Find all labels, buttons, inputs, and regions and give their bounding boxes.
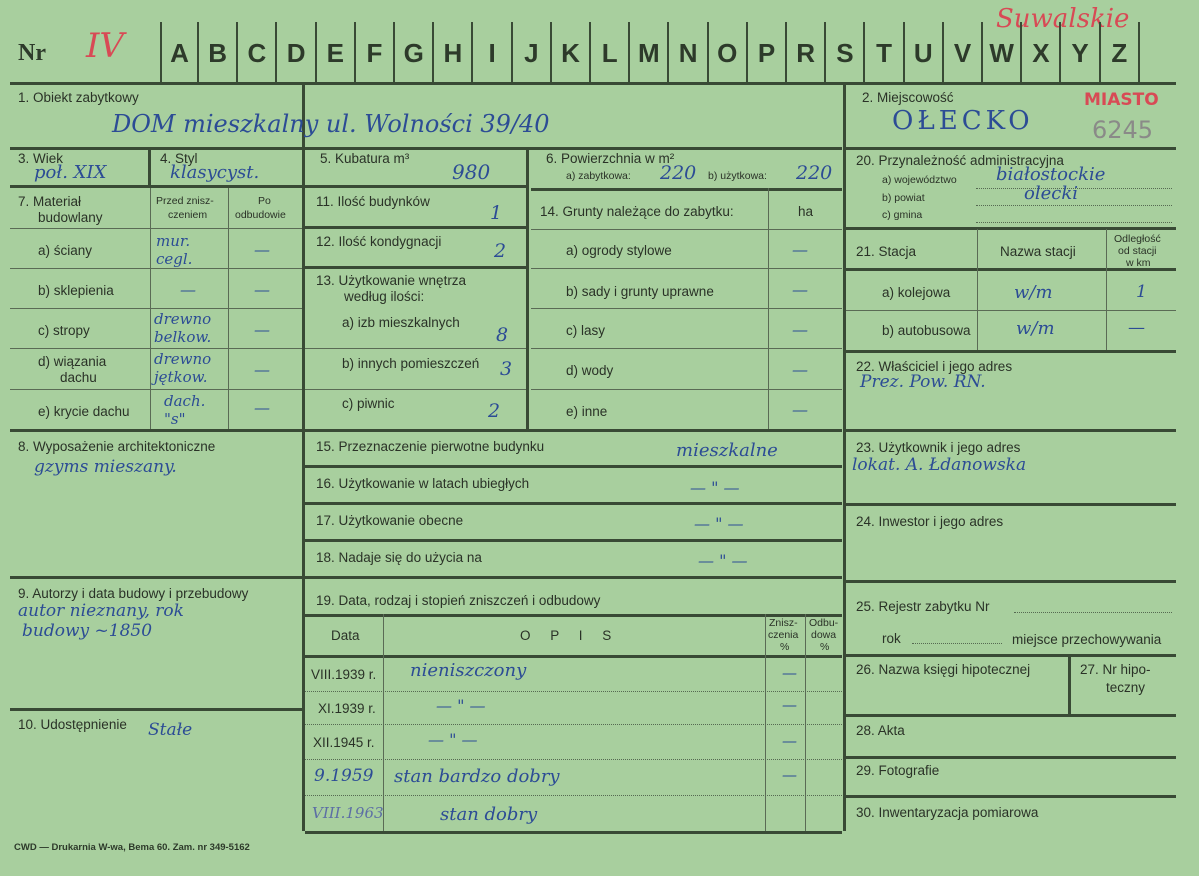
register-place-label: miejsce przechowywania [1012,632,1162,647]
current-use-value: — " — [694,514,744,533]
architecture-label: 8. Wyposażenie architektoniczne [18,439,216,454]
station-rail-label: a) kolejowa [882,285,951,300]
material-row-vaults: b) sklepienia [38,283,114,298]
interior-rooms-value: 8 [496,324,509,346]
letter-index-k: K [552,22,591,82]
damage-col-dmg-1: Znisz- [769,617,798,629]
land-gardens-label: a) ogrody stylowe [566,243,672,258]
object-value: DOM mieszkalny ul. Wolności 39/40 [112,110,550,138]
volume-value: 980 [452,160,491,184]
age-label: 3. Wiek [18,151,64,166]
damage-row-desc: stan dobry [440,804,538,825]
mortgage-nr-label-2: teczny [1106,680,1146,695]
interior-cellars-value: 2 [488,400,501,422]
locality-stamp: MIASTO [1084,90,1159,110]
material-ceilings-after: — [254,320,270,339]
station-bus-name: w/m [1016,318,1055,339]
storeys-label: 12. Ilość kondygnacji [316,234,442,249]
letter-index-a: A [160,22,199,82]
damage-row-date: VIII.1939 r. [311,667,377,682]
land-other-value: — [792,400,808,419]
interior-cellars-label: c) piwnic [342,396,395,411]
files-label: 28. Akta [856,723,905,738]
object-label: 1. Obiekt zabytkowy [18,90,139,105]
letter-index-z: Z [1101,22,1140,82]
letter-index-e: E [317,22,356,82]
damage-row-desc: stan bardzo dobry [394,766,560,787]
admin-commune-label: c) gmina [882,209,923,221]
damage-col-dmg-3: % [780,641,790,653]
letter-index-f: F [356,22,395,82]
letter-index-g: G [395,22,434,82]
land-forests-label: c) lasy [566,323,606,338]
letter-index-b: B [199,22,238,82]
interior-other-value: 3 [500,358,513,380]
style-label: 4. Styl [160,151,198,166]
damage-col-reb-2: dowa [811,629,837,641]
investor-label: 24. Inwestor i jego adres [856,514,1004,529]
interior-label-1: 13. Użytkowanie wnętrza [316,273,467,288]
material-col-before-2: czeniem [168,209,208,221]
damage-col-reb-3: % [820,641,830,653]
station-col-name: Nazwa stacji [1000,244,1076,259]
damage-col-reb-1: Odbu- [809,617,839,629]
printer-note: CWD — Drukarnia W-wa, Bema 60. Zam. nr 349-5162 [14,842,250,853]
interior-label-2: według ilości: [344,289,425,304]
user-value: lokat. A. Łdanowska [852,455,1027,475]
material-row-roofing: e) krycie dachu [38,404,130,419]
suitable-for-value: — " — [698,551,748,570]
storeys-value: 2 [494,240,507,262]
letter-index-y: Y [1062,22,1101,82]
owner-label: 22. Właściciel i jego adres [856,359,1013,374]
nr-value: IV [86,26,124,66]
interior-rooms-label: a) izb mieszkalnych [342,315,460,330]
volume-label: 5. Kubatura m³ [320,151,410,166]
material-roofing-before: dach. "s" [164,392,206,428]
material-truss-after: — [254,360,270,379]
damage-label: 19. Data, rodzaj i stopień zniszczeń i odbudowy [316,593,601,608]
station-bus-label: b) autobusowa [882,323,971,338]
past-use-value: — " — [690,478,740,497]
area-historic-value: 220 [660,162,697,184]
letter-index-u: U [905,22,944,82]
locality-value: OŁECKO [892,106,1034,136]
station-rail-name: w/m [1014,282,1053,303]
land-waters-label: d) wody [566,363,614,378]
register-label: 25. Rejestr zabytku Nr [856,599,990,614]
admin-label: 20. Przynależność administracyjna [856,153,1064,168]
access-value: Stałe [148,720,193,740]
station-col-dist-2: od stacji [1118,245,1157,257]
original-purpose-value: mieszkalne [676,440,778,461]
damage-row-date: XII.1945 r. [313,735,375,750]
damage-row-desc: — " — [436,696,486,715]
damage-row-desc: — " — [428,730,478,749]
letter-index-r: R [787,22,826,82]
letter-index-i: I [474,22,513,82]
letter-index-n: N [670,22,709,82]
material-row-ceilings: c) stropy [38,323,90,338]
material-row-truss-2: dachu [60,370,97,385]
land-other-label: e) inne [566,404,608,419]
damage-col-desc: O P I S [520,628,620,643]
material-row-walls: a) ściany [38,243,93,258]
letter-index-o: O [709,22,748,82]
material-row-truss-1: d) wiązania [38,354,107,369]
material-ceilings-before: drewno belkow. [154,310,212,346]
authors-value-1: autor nieznany, rok [18,601,184,621]
material-col-after-1: Po [258,195,271,207]
buildings-value: 1 [490,202,503,224]
user-label: 23. Użytkownik i jego adres [856,440,1021,455]
buildings-label: 11. Ilość budynków [316,194,430,209]
interior-other-label: b) innych pomieszczeń [342,356,480,371]
admin-voivodeship-value: białostockie [996,164,1106,185]
letter-index-d: D [278,22,317,82]
material-roofing-after: — [254,398,270,417]
nr-label: Nr [18,40,46,66]
letter-index-m: M [630,22,669,82]
station-col-dist-1: Odległość [1114,233,1161,245]
letter-index-c: C [238,22,277,82]
authors-value-2: budowy ~1850 [22,621,153,641]
area-historic-label: a) zabytkowa: [566,170,631,182]
material-vaults-after: — [254,280,270,299]
admin-county-label: b) powiat [882,192,925,204]
past-use-label: 16. Użytkowanie w latach ubiegłych [316,476,530,491]
letter-index-t: T [866,22,905,82]
authors-label: 9. Autorzy i data budowy i przebudowy [18,586,249,601]
station-col-dist-3: w km [1126,257,1151,269]
land-gardens-value: — [792,240,808,259]
letter-index-s: S [826,22,865,82]
suitable-for-label: 18. Nadaje się do użycia na [316,550,482,565]
material-col-after-2: odbudowie [235,209,286,221]
mortgage-book-label: 26. Nazwa księgi hipotecznej [856,662,1031,677]
area-usable-value: 220 [796,162,833,184]
damage-col-dmg-2: czenia [768,629,799,641]
letter-index-x: X [1022,22,1061,82]
admin-voivodeship-label: a) województwo [882,174,957,186]
locality-label: 2. Miejscowość [862,90,954,105]
register-year-label: rok [882,631,901,646]
damage-row-dmg: — [782,732,797,750]
material-col-before-1: Przed znisz- [156,195,214,207]
stamp-voivodeship: Suwalskie [996,4,1130,34]
original-purpose-label: 15. Przeznaczenie pierwotne budynku [316,439,545,454]
damage-row-desc: nieniszczony [410,660,527,681]
damage-row-dmg: — [782,664,797,682]
damage-row-dmg: — [782,766,797,784]
locality-number: 6245 [1092,116,1154,144]
measurement-label: 30. Inwentaryzacja pomiarowa [856,805,1039,820]
damage-row-date: 9.1959 [314,766,374,786]
station-bus-dist: — [1128,318,1145,338]
land-orchards-label: b) sady i grunty uprawne [566,284,714,299]
age-value: poł. XIX [34,162,107,183]
land-label: 14. Grunty należące do zabytku: [540,204,734,219]
material-label-1: 7. Materiał [18,194,82,209]
architecture-value: gzyms mieszany. [34,457,177,477]
land-waters-value: — [792,360,808,379]
mortgage-nr-label-1: 27. Nr hipo- [1080,662,1151,677]
material-walls-after: — [254,240,270,259]
material-vaults-before: — [180,280,196,299]
letter-index-v: V [944,22,983,82]
land-orchards-value: — [792,280,808,299]
photos-label: 29. Fotografie [856,763,940,778]
current-use-label: 17. Użytkowanie obecne [316,513,464,528]
letter-index-l: L [591,22,630,82]
style-value: klasycyst. [170,162,260,183]
material-truss-before: drewno jętkow. [154,350,212,386]
damage-row-dmg: — [782,696,797,714]
letter-index-p: P [748,22,787,82]
damage-row-date: VIII.1963 [312,804,384,822]
land-forests-value: — [792,320,808,339]
station-label: 21. Stacja [856,244,917,259]
letter-index-j: J [513,22,552,82]
area-usable-label: b) użytkowa: [708,170,767,182]
material-walls-before: mur. cegl. [156,232,193,268]
owner-value: Prez. Pow. RN. [860,372,986,392]
letter-index-h: H [434,22,473,82]
land-unit: ha [798,204,814,219]
damage-row-date: XI.1939 r. [318,701,376,716]
material-label-2: budowlany [38,210,103,225]
station-rail-dist: 1 [1136,282,1147,302]
access-label: 10. Udostępnienie [18,717,127,732]
letter-index-w: W [983,22,1022,82]
damage-col-date: Data [331,628,360,643]
area-label: 6. Powierzchnia w m² [546,151,675,166]
admin-county-value: olecki [1024,183,1078,204]
